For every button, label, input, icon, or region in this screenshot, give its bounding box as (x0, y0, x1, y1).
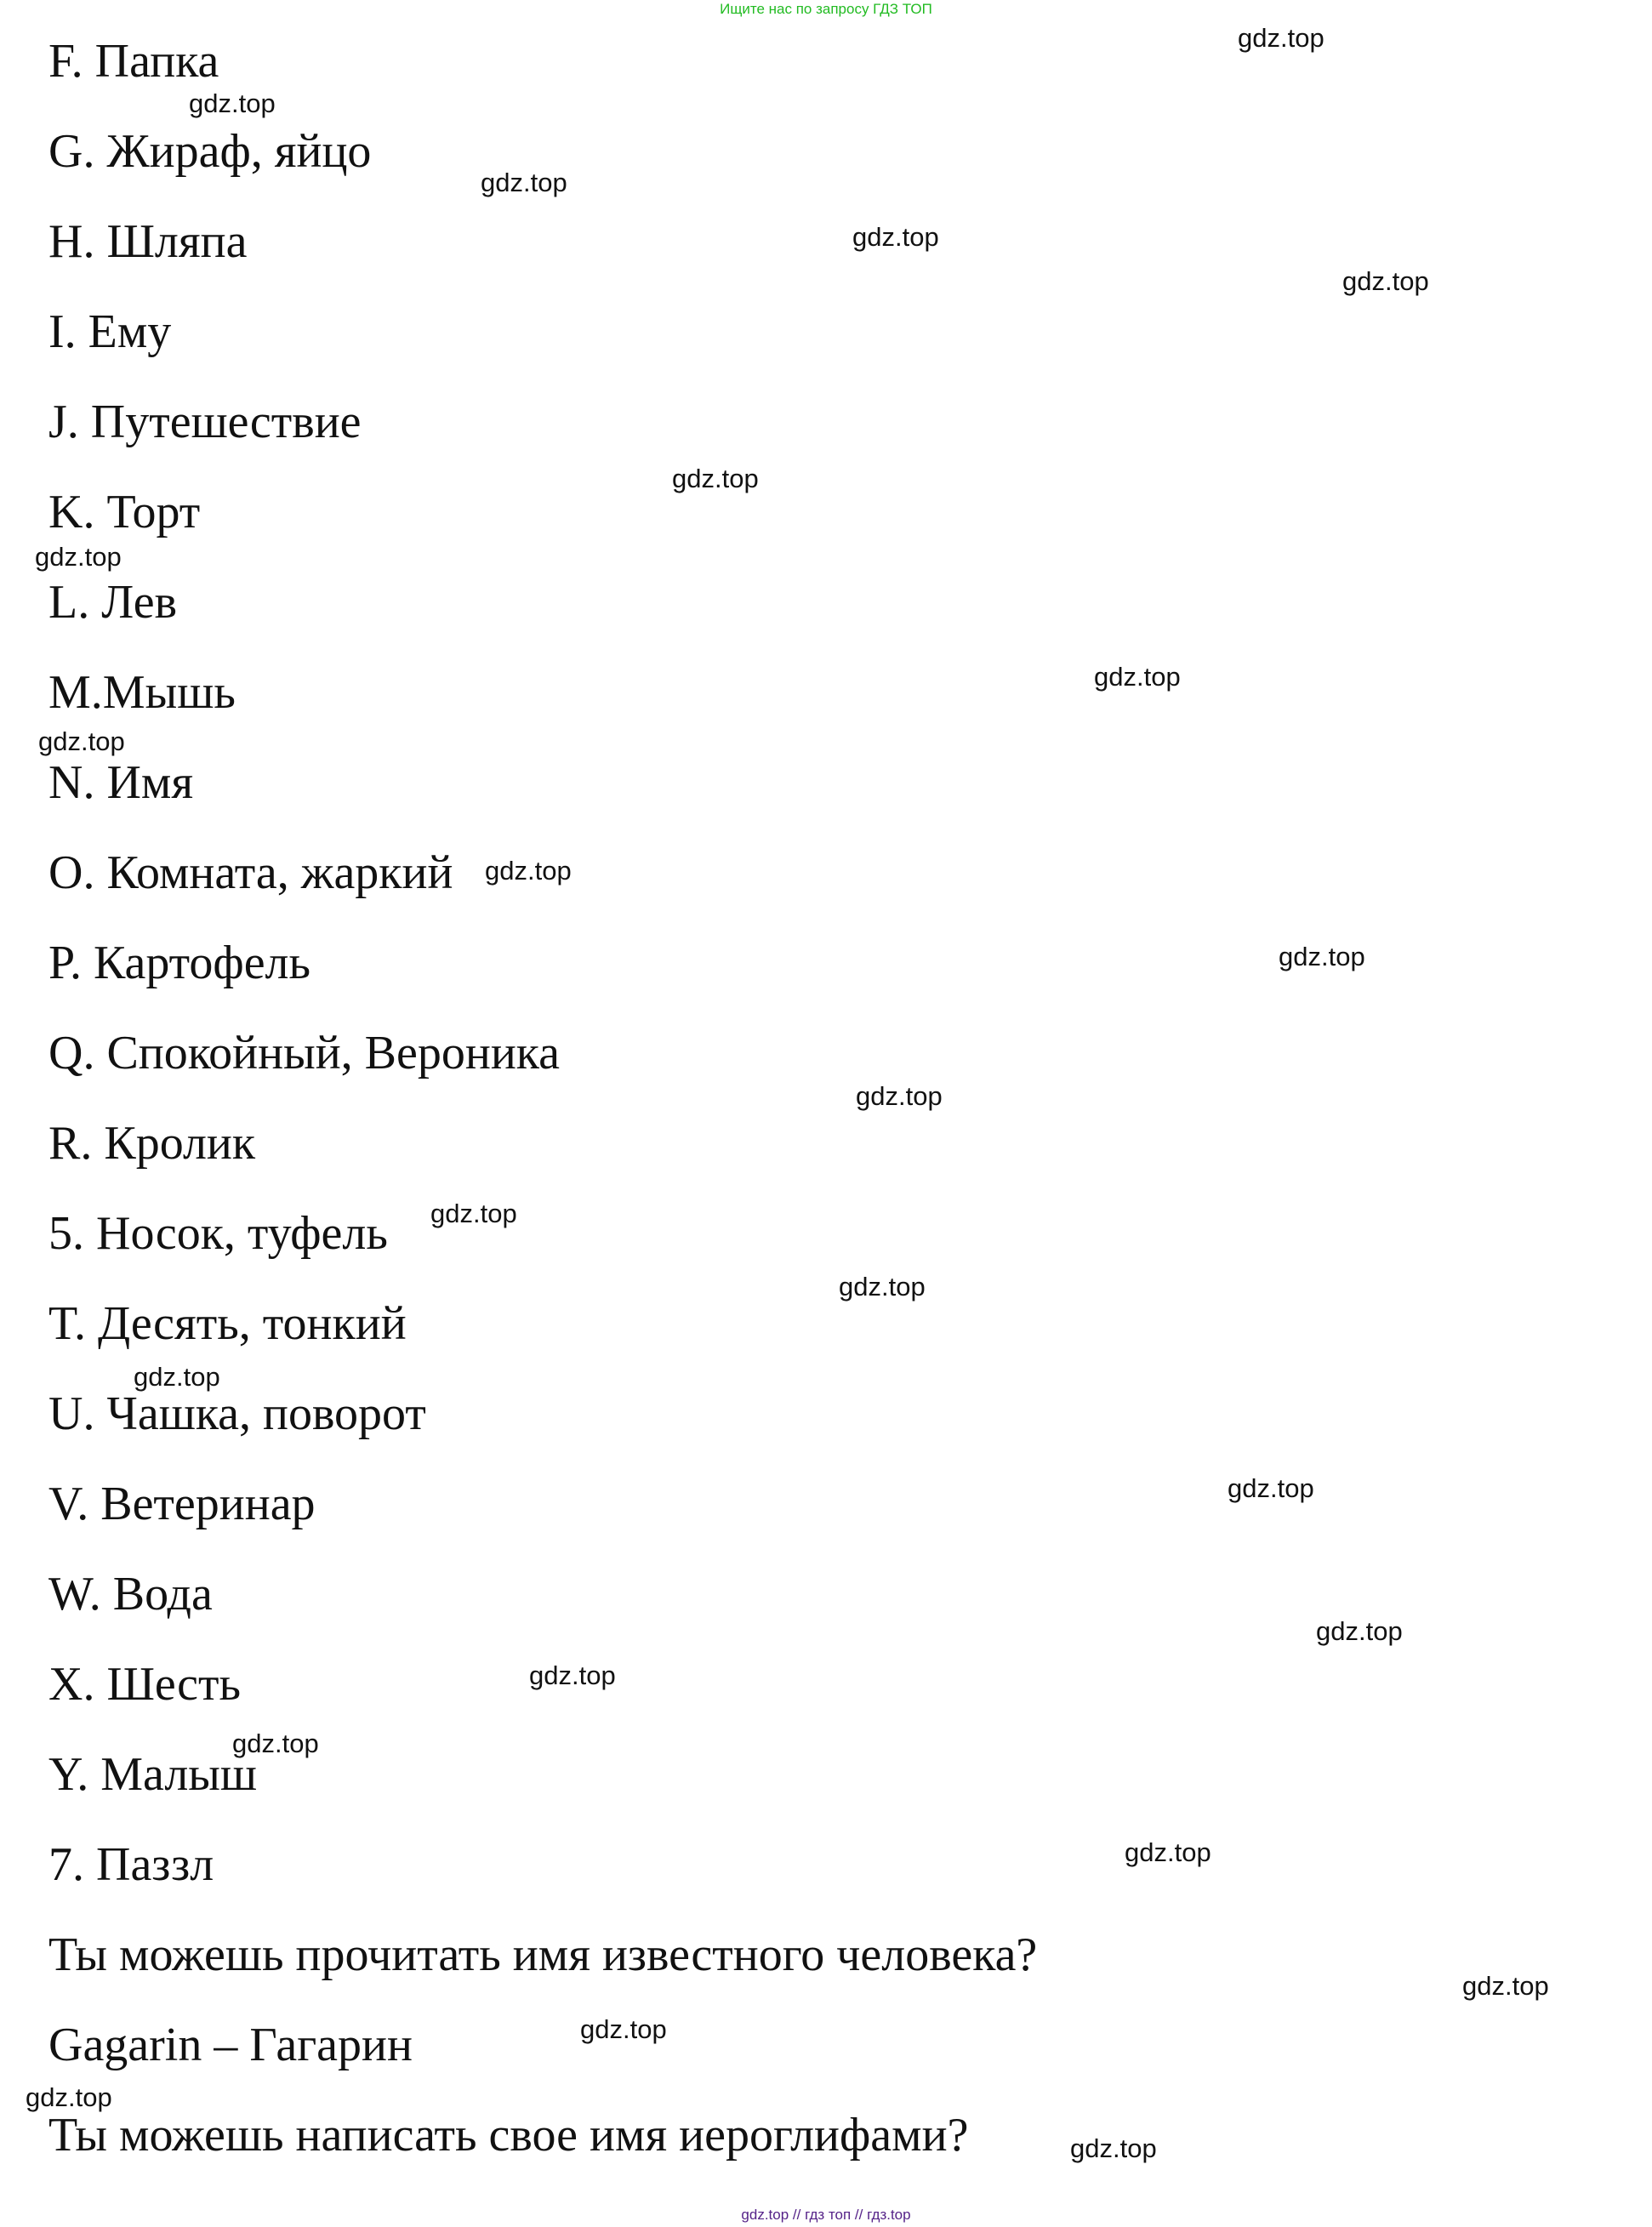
watermark: gdz.top (26, 2082, 112, 2112)
watermark: gdz.top (1070, 2133, 1157, 2163)
watermark: gdz.top (1279, 942, 1365, 971)
watermark: gdz.top (430, 1199, 517, 1228)
answer-line-p: P. Картофель (48, 937, 311, 989)
answer-line-r: R. Кролик (48, 1117, 256, 1170)
answer-line-t: T. Десять, тонкий (48, 1297, 407, 1350)
answer-line-z: 7. Паззл (48, 1838, 214, 1891)
watermark: gdz.top (134, 1362, 220, 1392)
watermark: gdz.top (672, 464, 759, 493)
watermark: gdz.top (839, 1272, 926, 1301)
answer-line-m: M.Мышь (48, 666, 236, 719)
answer-line-g: G. Жираф, яйцо (48, 125, 372, 178)
watermark: gdz.top (1238, 23, 1324, 53)
watermark: gdz.top (1316, 1616, 1403, 1646)
footer-links: gdz.top // гдз топ // гдз.top (741, 2207, 911, 2223)
answer-line-k: K. Торт (48, 486, 201, 538)
watermark: gdz.top (485, 856, 572, 886)
watermark: gdz.top (580, 2014, 667, 2044)
watermark: gdz.top (1228, 1473, 1314, 1503)
answer-line-v: V. Ветеринар (48, 1478, 316, 1530)
answer-line-x: X. Шесть (48, 1658, 242, 1711)
answer-line-j: J. Путешествие (48, 396, 362, 448)
watermark: gdz.top (856, 1081, 943, 1111)
answer-line-q: Q. Спокойный, Вероника (48, 1027, 561, 1079)
answer-line-l: L. Лев (48, 576, 178, 629)
watermark: gdz.top (1342, 266, 1429, 296)
watermark: gdz.top (232, 1729, 319, 1758)
watermark: gdz.top (1094, 662, 1181, 692)
watermark: gdz.top (35, 542, 122, 572)
answer-line-y: Y. Малыш (48, 1748, 258, 1801)
watermark: gdz.top (38, 726, 125, 756)
watermark: gdz.top (481, 168, 567, 197)
top-banner: Ищите нас по запросу ГДЗ ТОП (720, 1, 932, 17)
watermark: gdz.top (529, 1660, 616, 1690)
answer-gagarin: Gagarin – Гагарин (48, 2019, 413, 2071)
answer-line-f: F. Папка (48, 35, 219, 88)
question-famous-person: Ты можешь прочитать имя известного человека? (48, 1928, 1038, 1981)
answer-line-i: I. Ему (48, 305, 172, 358)
answer-line-n: N. Имя (48, 756, 194, 809)
answer-line-u: U. Чашка, поворот (48, 1387, 426, 1440)
answer-line-w: W. Вода (48, 1568, 213, 1620)
answer-line-o: O. Комната, жаркий (48, 846, 453, 899)
watermark: gdz.top (1125, 1837, 1211, 1867)
answer-line-s: 5. Носок, туфель (48, 1207, 388, 1260)
watermark: gdz.top (852, 222, 939, 252)
answer-line-h: H. Шляпа (48, 215, 248, 268)
question-hieroglyphs: Ты можешь написать свое имя иероглифами? (48, 2109, 969, 2162)
watermark: gdz.top (189, 88, 276, 118)
watermark: gdz.top (1462, 1971, 1549, 2001)
